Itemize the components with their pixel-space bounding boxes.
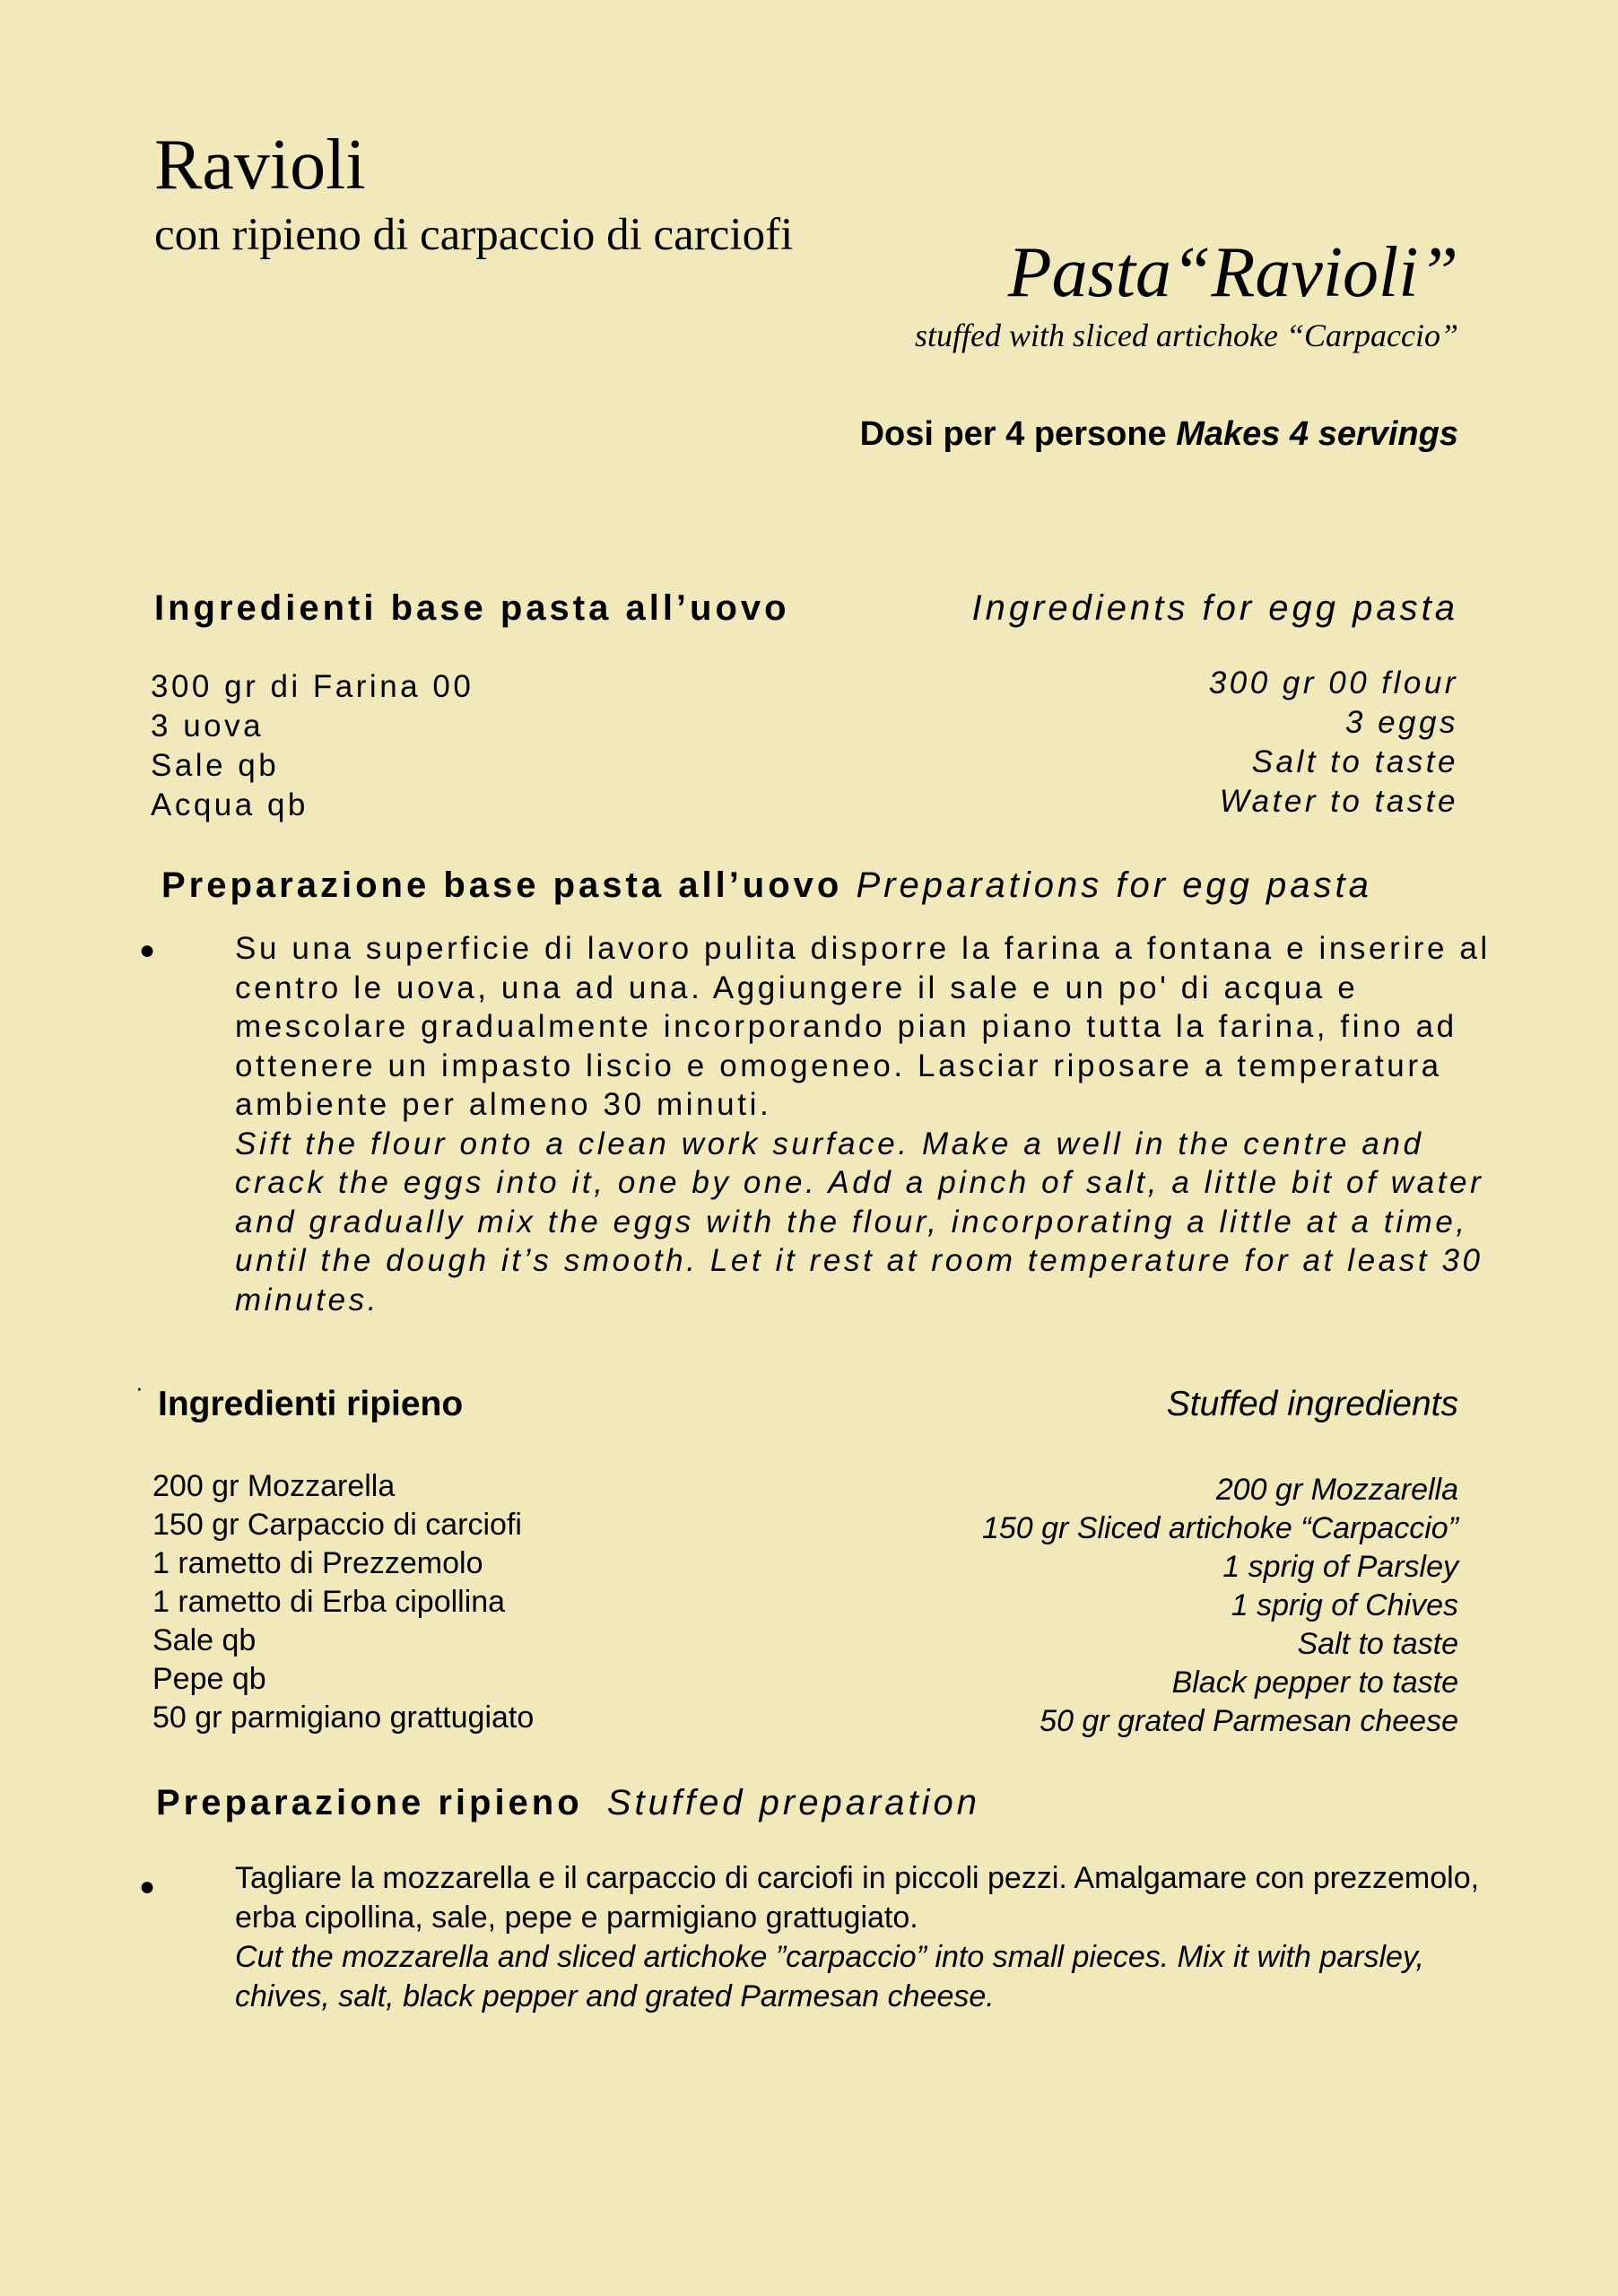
list-item: 50 gr grated Parmesan cheese <box>1040 1704 1458 1738</box>
list-item: Acqua qb <box>151 787 309 822</box>
egg-pasta-preparation-heading-english: Preparations for egg pasta <box>856 865 1372 905</box>
egg-pasta-ingredients-heading-italian: Ingredienti base pasta all’uovo <box>154 588 790 628</box>
list-item: Sale qb <box>151 748 280 783</box>
list-item: 300 gr 00 flour <box>1208 665 1458 700</box>
filling-preparation-heading-italian: Preparazione ripieno <box>156 1783 583 1822</box>
list-item: 150 gr Carpaccio di carciofi <box>152 1508 522 1542</box>
list-item: 3 uova <box>151 709 265 744</box>
filling-preparation-heading-english: Stuffed preparation <box>606 1783 981 1822</box>
filling-preparation-text-english: Cut the mozzarella and sliced artichoke ”carpaccio” into small pieces. Mix it with parsley, chives, salt, black pepper and grated Parmesan cheese. <box>235 1940 1424 2013</box>
list-item: 1 rametto di Prezzemolo <box>152 1546 483 1580</box>
egg-pasta-ingredients-heading-english: Ingredients for egg pasta <box>971 588 1458 628</box>
list-item: 1 rametto di Erba cipollina <box>152 1585 506 1619</box>
list-item: Sale qb <box>152 1623 257 1657</box>
egg-pasta-preparation-text <box>235 929 1509 1319</box>
servings-italian: Dosi per 4 persone <box>859 415 1167 453</box>
list-item: Salt to taste <box>1251 744 1458 779</box>
stray-dot: · <box>135 1374 144 1401</box>
recipe-subtitle-italian: con ripieno di carpaccio di carciofi <box>154 210 794 260</box>
list-item: Salt to taste <box>1297 1627 1458 1661</box>
list-item: 50 gr parmigiano grattugiato <box>152 1700 535 1735</box>
list-item: 300 gr di Farina 00 <box>151 669 474 704</box>
list-item: 1 sprig of Chives <box>1231 1588 1458 1622</box>
egg-pasta-preparation-text-italian: Su una superficie di lavoro pulita disporre la farina a fontana e inserire al centro le uova, una ad una. Aggiungere il sale e un po' di acqua e mescolare gradualmente incorporando pian piano tutta la farina, fino ad ottenere un impasto liscio e omogeneo. Lasciar riposare a temperatura ambiente per almeno 30 minuti. <box>235 931 1491 1122</box>
egg-pasta-ingredients-list-english <box>1209 664 1458 822</box>
filling-preparation-text <box>235 1858 1527 2016</box>
bullet-icon: ● <box>139 935 156 965</box>
egg-pasta-ingredients-list-italian <box>151 667 474 825</box>
filling-preparation-heading <box>156 1780 980 1825</box>
egg-pasta-preparation-heading-italian: Preparazione base pasta all’uovo <box>161 865 843 905</box>
servings-english: Makes 4 servings <box>1176 415 1458 453</box>
list-item: Water to taste <box>1219 784 1458 819</box>
list-item: Pepe qb <box>152 1662 266 1696</box>
filling-ingredients-heading-english: Stuffed ingredients <box>1166 1385 1458 1423</box>
list-item: 200 gr Mozzarella <box>152 1469 396 1503</box>
filling-ingredients-heading-italian: Ingredienti ripieno <box>158 1385 464 1423</box>
list-item: 150 gr Sliced artichoke “Carpaccio” <box>981 1511 1458 1545</box>
filling-ingredients-list-english <box>982 1471 1458 1741</box>
servings-line <box>860 413 1458 456</box>
filling-ingredients-list-italian <box>152 1467 534 1737</box>
filling-preparation-text-italian: Tagliare la mozzarella e il carpaccio di carciofi in piccoli pezzi. Amalgamare con prezzemolo, erba cipollina, sale, pepe e parmigiano grattugiato. <box>235 1861 1480 1935</box>
bullet-icon: ● <box>139 1872 156 1901</box>
recipe-subtitle-english: stuffed with sliced artichoke “Carpaccio” <box>915 317 1458 353</box>
list-item: Black pepper to taste <box>1171 1665 1458 1700</box>
list-item: 3 eggs <box>1344 705 1458 740</box>
list-item: 200 gr Mozzarella <box>1215 1473 1458 1507</box>
recipe-title-english: Pasta“Ravioli” <box>1007 233 1458 312</box>
egg-pasta-preparation-text-english: Sift the flour onto a clean work surface. Make a well in the centre and crack the eggs into it, one by one. Add a pinch of salt, a little bit of water and gradually mix the eggs with the flour, incorporating a little at a time, until the dough it’s smooth. Let it rest at room temperature for at least 30 minutes. <box>235 1126 1484 1318</box>
recipe-title-italian: Ravioli <box>154 126 366 204</box>
egg-pasta-preparation-heading <box>161 863 1372 908</box>
list-item: 1 sprig of Parsley <box>1222 1550 1458 1584</box>
